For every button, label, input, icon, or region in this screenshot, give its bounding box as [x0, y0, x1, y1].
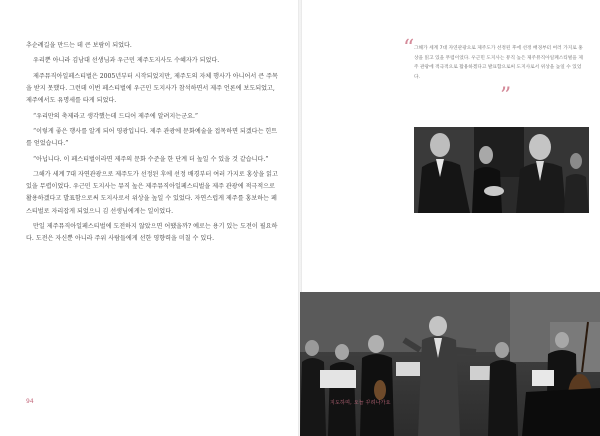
orchestra-photo — [300, 292, 600, 436]
quote-paragraph-2: “이렇게 좋은 행사를 알게 되어 영광입니다. 제주 관광에 문화예술을 접목하면 되겠다는 힌트를 얻었습니다.” — [26, 127, 278, 148]
paragraph-1: 추순례길을 만드는 데 큰 보람이 되었다. — [26, 42, 132, 49]
left-page-body — [26, 40, 278, 249]
paragraph-2: 우리뿐 아니라 김남대 선생님과 우근민 제주도지사도 수혜자가 되었다. — [33, 57, 220, 65]
quote-paragraph-1: “우리만의 축제라고 생각했는데 드디어 제주에 알려지는군요.” — [33, 112, 199, 120]
paragraph-4: 그해가 세계 7대 자연관광으로 제주도가 선정된 후에 선정 배경부터 여러 가지로 홍상을 읽고 있을 무렵이었다. 우근민 도지사는 뮤직 높은 제주뮤직아일페스티벌을 제주 관광에 적극적으로 활용하겠다고 발표함으로써 도지사로서 위상을 높일 수 있었다. 자연스럽게 제주를 홍보하는 페스티벌로 자리잡게 되었으니 김 선생님에게는 일이었다. — [26, 170, 278, 215]
page-number: 94 — [26, 398, 34, 405]
running-title: 지도하며, 오늘 꾸려나가요 — [330, 400, 391, 406]
paragraph-5: 만일 제주뮤직아일페스티벌에 도전하지 않았으면 어땠을까? 예로는 용기 있는 도전이 필요하다. 도전은 자신뿐 아니라 주위 사람들에게 선한 영향력을 미칠 수 있다. — [26, 222, 278, 243]
pull-quote-close-mark: ” — [500, 84, 512, 109]
paragraph-3: 제주뮤직아일페스티벌은 2005년부터 시작되었지만, 제주도의 자체 행사가 아니어서 큰 주목을 받지 못했다. 그런데 이번 페스티벌에 우근민 도지사가 참석하면서 제주 언론에 보도되었고, 제주에서도 유명세를 타게 되었다. — [26, 72, 278, 105]
quote-paragraph-3: “아닙니다. 이 페스티벌이라면 제주의 문화 수준을 한 단계 더 높일 수 있을 것 같습니다.” — [33, 155, 269, 163]
handshake-photo — [414, 127, 589, 213]
pull-quote-open-mark: “ — [403, 36, 415, 61]
pull-quote-text: 그해가 세계 7대 자연관광으로 제주도가 선정된 후에 선정 배경부터 여러 가지로 홍상을 읽고 있을 무렵이었다. 우근민 도지사는 뮤직 높은 제주뮤직아일페스티벌을 제주 관광에 적극적으로 활용하겠다고 발표함으로써 도지사로서 위상을 높일 수 있었다. — [414, 46, 583, 80]
